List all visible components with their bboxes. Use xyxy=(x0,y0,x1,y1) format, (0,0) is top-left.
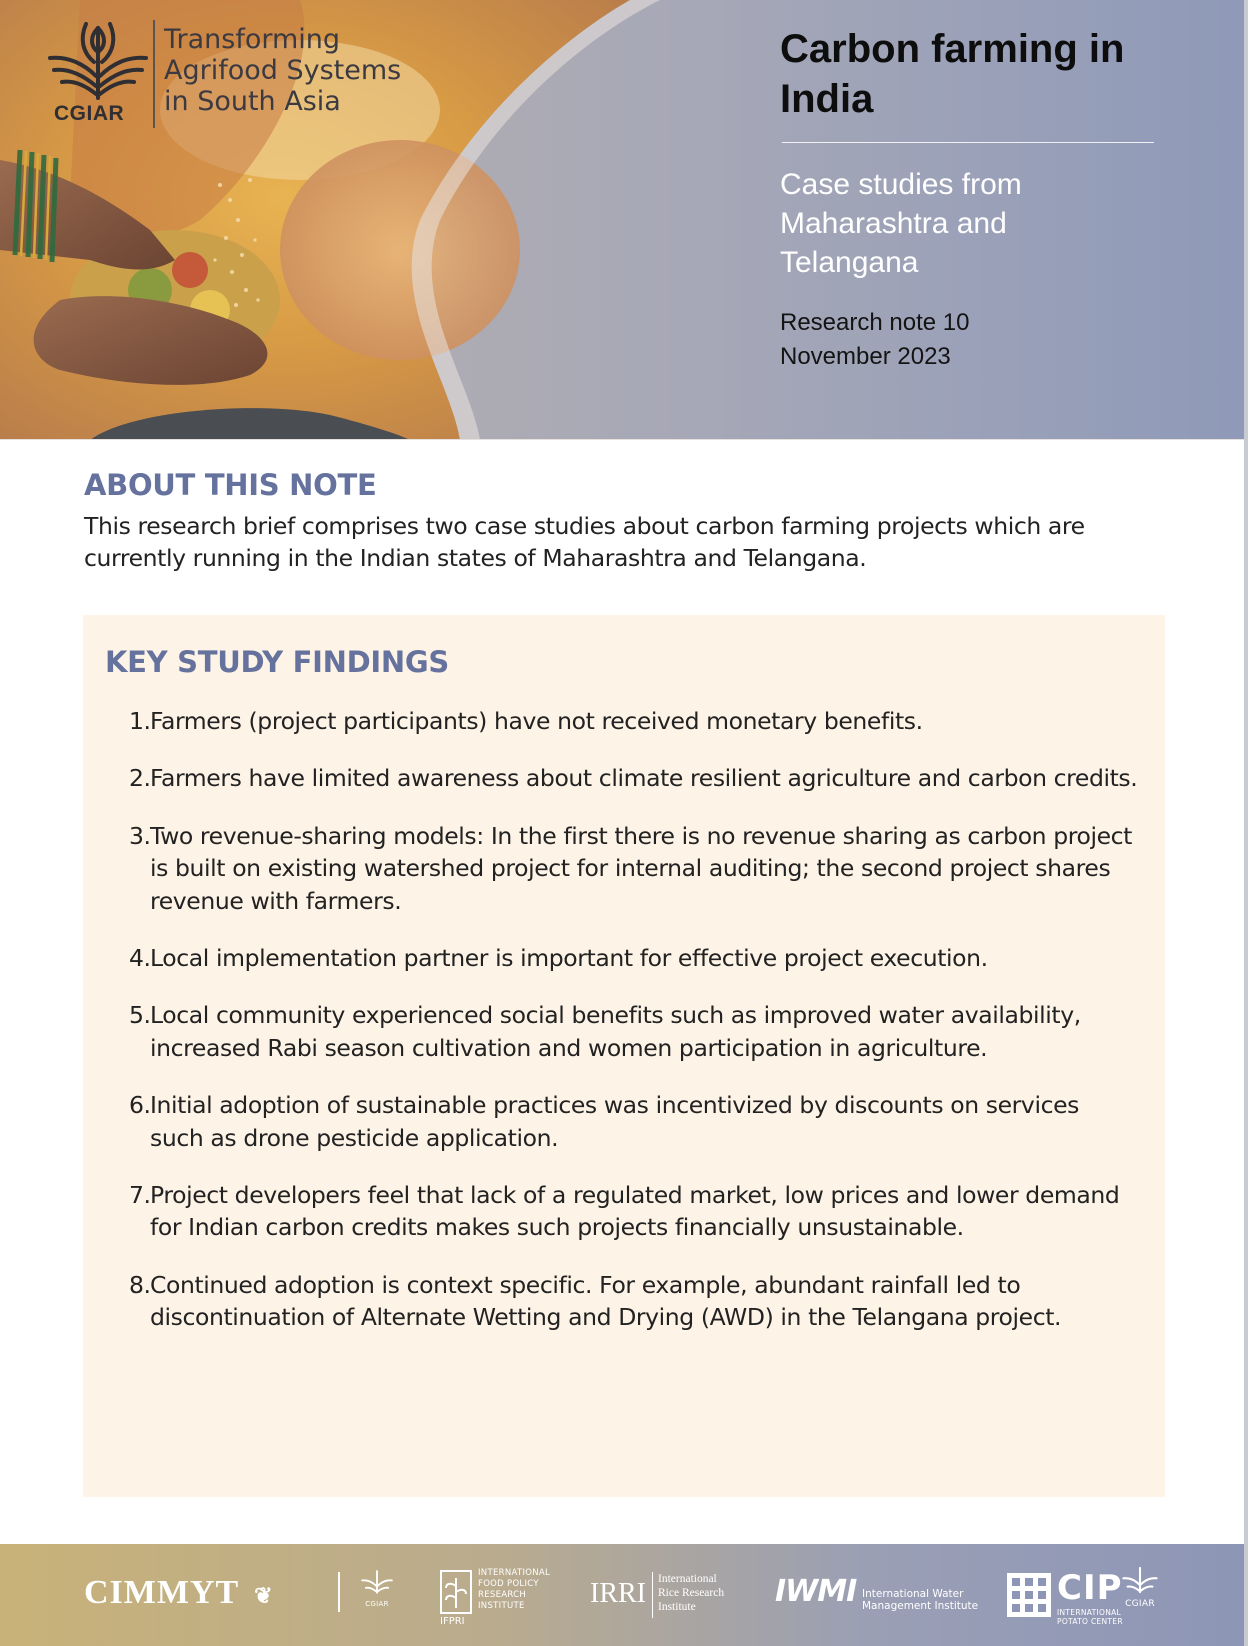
finding-text: Farmers have limited awareness about climate resilient agriculture and carbon credits. xyxy=(150,764,1138,793)
footer-separator xyxy=(338,1572,340,1612)
finding-item xyxy=(129,1089,1139,1154)
finding-text: Initial adoption of sustainable practices was incentivized by discounts on services such as drone pesticide application. xyxy=(150,1091,1079,1152)
cgiar-wheat-small-icon xyxy=(1122,1564,1158,1594)
finding-text: Farmers (project participants) have not received monetary benefits. xyxy=(150,707,923,735)
partner-footer xyxy=(0,1544,1244,1646)
title-divider xyxy=(782,142,1154,143)
cip-line: INTERNATIONAL xyxy=(1057,1608,1122,1617)
footer-separator xyxy=(652,1572,653,1618)
irri-line: International xyxy=(658,1573,717,1585)
logo-cgiar-wordmark: CGIAR xyxy=(54,102,125,125)
title-line: India xyxy=(780,77,874,121)
cimmyt-wordmark: CIMMYT xyxy=(84,1574,239,1611)
finding-number: 7. xyxy=(129,1181,151,1210)
key-findings-box xyxy=(83,615,1165,1497)
finding-item xyxy=(129,1269,1139,1334)
subtitle-line: Maharashtra and xyxy=(780,207,1007,240)
irri-logo[interactable]: IRRI xyxy=(590,1578,646,1609)
subtitle-line: Telangana xyxy=(780,246,919,279)
logo-line: in South Asia xyxy=(164,86,341,117)
cgiar-wheat-small-icon xyxy=(360,1568,394,1594)
finding-number: 8. xyxy=(129,1270,151,1299)
ifpri-line: INTERNATIONAL xyxy=(478,1568,551,1578)
cgiar-program-logo[interactable] xyxy=(46,18,406,130)
finding-item xyxy=(129,705,1139,737)
iwmi-line: International Water xyxy=(862,1588,964,1600)
iwmi-name xyxy=(862,1588,978,1612)
finding-item xyxy=(129,762,1139,794)
about-section xyxy=(84,466,1174,574)
series-label: Research note 10 xyxy=(780,309,970,336)
finding-text: Project developers feel that lack of a regulated market, low prices and lower demand for Indian carbon credits makes such projects financially unsustainable. xyxy=(150,1181,1120,1242)
finding-item xyxy=(129,820,1139,917)
publication-date: November 2023 xyxy=(780,343,951,370)
ifpri-line: RESEARCH xyxy=(478,1590,527,1600)
iwmi-line: Management Institute xyxy=(862,1600,979,1612)
cimmyt-emblem-icon: ❦ xyxy=(254,1583,274,1608)
cip-name xyxy=(1057,1608,1123,1626)
cimmyt-logo[interactable] xyxy=(84,1574,274,1612)
about-heading: ABOUT THIS NOTE xyxy=(84,468,377,502)
finding-text: Local community experienced social benefits such as improved water availability, increased Rabi season cultivation and women participation in agriculture. xyxy=(150,1001,1081,1062)
header-divider xyxy=(0,439,1244,440)
finding-text: Local implementation partner is important for effective project execution. xyxy=(150,944,988,973)
subtitle-line: Case studies from xyxy=(780,168,1022,201)
cgiar-end-logo[interactable] xyxy=(1120,1564,1160,1610)
logo-program-name xyxy=(164,24,401,117)
document-subtitle xyxy=(780,165,1200,282)
finding-text: Two revenue-sharing models: In the first there is no revenue sharing as carbon project is built on existing watershed project for internal auditing; the second project shares revenue with farmers. xyxy=(150,821,1132,915)
finding-number: 5. xyxy=(129,1001,151,1030)
about-text: This research brief comprises two case studies about carbon farming projects which are currently running in the Indian states of Maharashtra and Telangana. xyxy=(84,512,1085,572)
irri-line: Institute xyxy=(658,1601,696,1613)
title-block xyxy=(780,24,1200,374)
cgiar-end-label: CGIAR xyxy=(1125,1599,1155,1609)
cip-line: POTATO CENTER xyxy=(1057,1617,1123,1626)
finding-item xyxy=(129,1179,1139,1244)
logo-line: Agrifood Systems xyxy=(164,55,402,86)
finding-item xyxy=(129,999,1139,1064)
findings-list xyxy=(129,705,1139,1359)
cgiar-small-label: CGIAR xyxy=(365,1600,389,1608)
cip-logo[interactable]: CIP xyxy=(1057,1568,1123,1608)
finding-text: Continued adoption is context specific. For example, abundant rainfall led to discontinuation of Alternate Wetting and Drying (AWD) in the Telangana project. xyxy=(150,1270,1062,1332)
iwmi-logo[interactable]: IWMI xyxy=(775,1574,857,1609)
irri-line: Rice Research xyxy=(658,1587,725,1599)
irri-name xyxy=(658,1572,724,1614)
finding-number: 2. xyxy=(129,764,151,793)
finding-number: 1. xyxy=(129,707,151,735)
ifpri-wordmark: IFPRI xyxy=(440,1616,465,1627)
ifpri-logo[interactable] xyxy=(478,1568,550,1612)
findings-heading: KEY STUDY FINDINGS xyxy=(105,645,449,679)
document-title xyxy=(780,24,1200,124)
logo-line: Transforming xyxy=(164,24,341,55)
ifpri-line: INSTITUTE xyxy=(478,1601,525,1611)
ifpri-emblem-icon xyxy=(440,1570,472,1614)
finding-number: 3. xyxy=(129,821,151,850)
title-line: Carbon farming in xyxy=(780,27,1125,71)
ifpri-line: FOOD POLICY xyxy=(478,1579,539,1589)
cgiar-small-logo[interactable] xyxy=(352,1568,402,1610)
cgiar-wheat-logo-icon xyxy=(46,18,150,102)
cover-header xyxy=(0,0,1244,440)
finding-item xyxy=(129,942,1139,974)
page-edge xyxy=(1244,0,1248,1646)
finding-number: 4. xyxy=(129,944,151,973)
logo-separator xyxy=(153,20,155,128)
cip-emblem-icon xyxy=(1006,1572,1052,1618)
finding-number: 6. xyxy=(129,1091,151,1120)
